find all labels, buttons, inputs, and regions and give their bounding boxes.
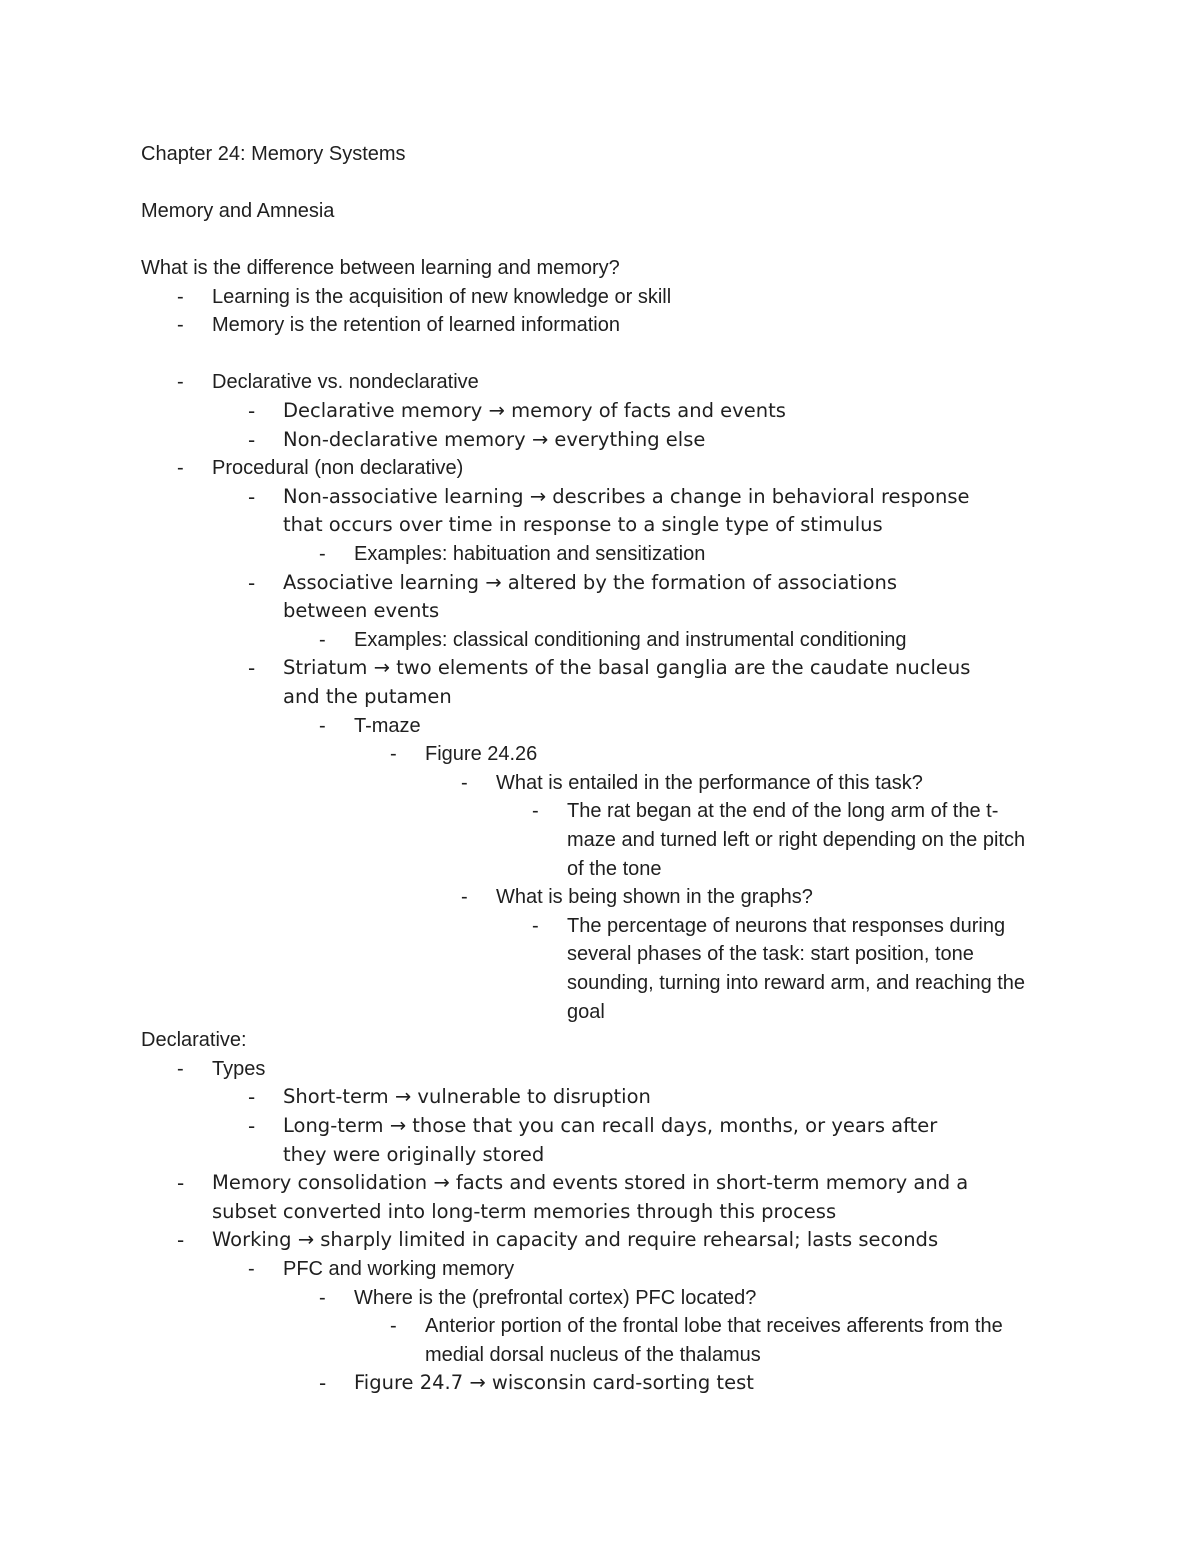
outline-text: and the putamen [283, 685, 452, 708]
outline-text: Non-associative learning → describes a change in behavioral response [283, 484, 970, 508]
outline-text: that occurs over time in response to a single type of stimulus [283, 513, 883, 537]
outline-text: The percentage of neurons that responses during [567, 914, 1006, 937]
outline-text: Short-term → vulnerable to disruption [283, 1085, 651, 1109]
bullet-dash: - [319, 714, 326, 737]
bullet-dash: - [319, 543, 326, 565]
bullet-dash: - [248, 570, 256, 595]
bullet-dash: - [248, 1085, 256, 1110]
outline-text: Long-term → those that you can recall days, months, or years after [283, 1114, 938, 1137]
outline-text: between events [283, 599, 440, 623]
outline-text: subset converted into long-term memories through this process [212, 1199, 837, 1223]
outline-text: Working → sharply limited in capacity and require rehearsal; lasts seconds [212, 1228, 939, 1252]
section-heading: Memory and Amnesia [141, 200, 335, 222]
bullet-dash: - [461, 886, 468, 909]
bullet-dash: - [177, 1057, 184, 1080]
outline-text: medial dorsal nucleus of the thalamus [425, 1343, 761, 1366]
outline-text: Examples: habituation and sensitization [354, 543, 706, 565]
outline-text: several phases of the task: start position, tone [567, 943, 974, 966]
outline-text: Declarative memory → memory of facts and events [283, 399, 786, 422]
bullet-dash: - [177, 314, 184, 337]
outline-text: Anterior portion of the frontal lobe that receives afferents from the [425, 1315, 1003, 1338]
outline-text: The rat began at the end of the long arm of the t- [567, 800, 999, 823]
bullet-dash: - [177, 285, 184, 308]
bullet-dash: - [248, 399, 256, 423]
outline-text: Striatum → two elements of the basal ganglia are the caudate nucleus [283, 656, 971, 680]
outline-text: Figure 24.7 → wisconsin card-sorting test [354, 1371, 754, 1395]
outline-text: Declarative vs. nondeclarative [212, 371, 479, 394]
outline-text: What is being shown in the graphs? [496, 886, 813, 909]
outline-text: Figure 24.26 [425, 743, 538, 766]
outline-text: Examples: classical conditioning and instrumental conditioning [354, 628, 907, 651]
outline-text: What is entailed in the performance of this task? [496, 771, 923, 794]
bullet-dash: - [177, 457, 184, 480]
document-title: Chapter 24: Memory Systems [141, 143, 406, 165]
bullet-dash: - [248, 1258, 255, 1280]
bullet-dash: - [319, 1286, 326, 1309]
outline-text: Procedural (non declarative) [212, 457, 464, 480]
bullet-dash: - [177, 371, 184, 394]
outline-text: T-maze [354, 714, 421, 737]
outline-text: Associative learning → altered by the formation of associations [283, 570, 898, 594]
bullet-dash: - [319, 628, 326, 651]
bullet-dash: - [390, 1315, 397, 1338]
bullet-dash: - [177, 1228, 185, 1253]
outline-text: Types [212, 1057, 266, 1080]
bullet-dash: - [532, 914, 539, 937]
outline-text: Non-declarative memory → everything else [283, 427, 706, 451]
bullet-dash: - [248, 1114, 256, 1138]
outline-text: goal [567, 1000, 605, 1023]
outline-text: Learning is the acquisition of new knowledge or skill [212, 285, 672, 308]
outline-text: of the tone [567, 857, 662, 880]
outline-text: they were originally stored [283, 1142, 545, 1166]
outline-text: PFC and working memory [283, 1258, 515, 1280]
bullet-dash: - [532, 800, 539, 823]
outline-text: Memory is the retention of learned information [212, 314, 620, 337]
bullet-dash: - [461, 771, 468, 794]
outline-text: maze and turned left or right depending on the pitch [567, 829, 1026, 851]
outline-text: What is the difference between learning and memory? [141, 257, 620, 279]
outline-text: Declarative: [141, 1029, 247, 1052]
bullet-dash: - [248, 484, 256, 509]
outline-text: Memory consolidation → facts and events stored in short-term memory and a [212, 1171, 969, 1195]
bullet-dash: - [177, 1171, 185, 1196]
outline-text: sounding, turning into reward arm, and reaching the [567, 972, 1026, 994]
outline-text: Where is the (prefrontal cortex) PFC located? [354, 1286, 757, 1309]
bullet-dash: - [390, 743, 397, 766]
bullet-dash: - [248, 656, 256, 681]
bullet-dash: - [248, 427, 256, 452]
bullet-dash: - [319, 1371, 327, 1396]
